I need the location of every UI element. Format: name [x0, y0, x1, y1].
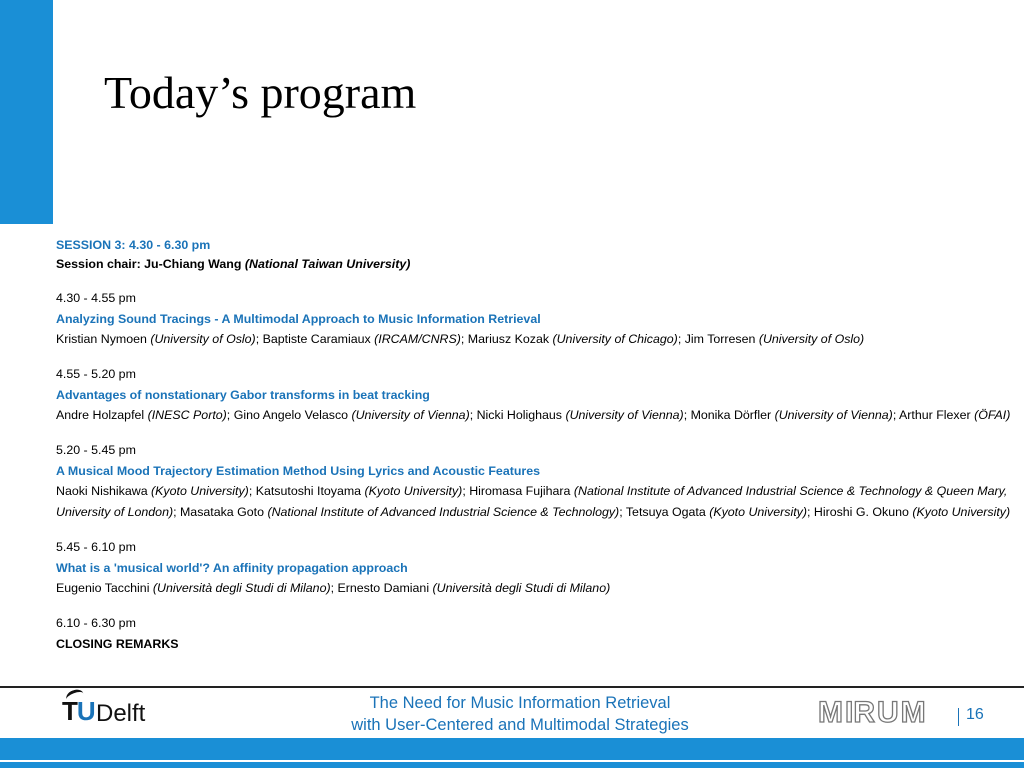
author-affiliation: (Università degli Studi di Milano) — [432, 581, 611, 595]
author-affiliation: (University of Chicago) — [552, 332, 678, 346]
author-name: Ernesto Damiani — [337, 581, 433, 595]
talk-list — [56, 288, 1016, 599]
author-separator: ; — [226, 408, 234, 422]
closing-time: 6.10 - 6.30 pm — [56, 616, 136, 630]
footer-line-1: The Need for Music Information Retrieval — [369, 694, 671, 712]
author-separator: ; — [677, 332, 685, 346]
author-name: Nicki Holighaus — [476, 408, 566, 422]
author-affiliation: (University of Vienna) — [565, 408, 684, 422]
mirum-logo: MIRUM — [818, 696, 928, 729]
author-separator: ; — [806, 505, 814, 519]
author-name: Kristian Nymoen — [56, 332, 151, 346]
footer-divider — [0, 686, 1024, 688]
talk-time: 4.55 - 5.20 pm — [56, 367, 136, 381]
author-affiliation: (University of Vienna) — [351, 408, 470, 422]
author-name: Tetsuya Ogata — [625, 505, 710, 519]
program-listing — [56, 236, 1016, 654]
author-affiliation: (National Institute of Advanced Industrial Science & Technology & Queen Mary, University of London) — [56, 484, 1008, 519]
bottom-accent-bar — [0, 738, 1024, 760]
tudelft-logo-word: Delft — [96, 700, 146, 727]
author-affiliation: (National Institute of Advanced Industrial Science & Technology) — [267, 505, 620, 519]
slide-accent-bar — [0, 0, 53, 224]
author-name: Arthur Flexer — [899, 408, 975, 422]
talk-entry — [56, 537, 1016, 599]
talk-title: Analyzing Sound Tracings - A Multimodal Approach to Music Information Retrieval — [56, 312, 541, 326]
talk-authors — [56, 481, 1016, 523]
author-name: Naoki Nishikawa — [56, 484, 152, 498]
session-chair-affiliation: (National Taiwan University) — [244, 257, 411, 271]
author-affiliation: (University of Oslo) — [150, 332, 256, 346]
author-separator: ; — [248, 484, 256, 498]
author-affiliation: (IRCAM/CNRS) — [374, 332, 461, 346]
talk-entry — [56, 364, 1016, 426]
author-separator: ; — [173, 505, 180, 519]
bottom-accent-strip — [0, 762, 1024, 768]
author-separator: ; — [255, 332, 263, 346]
talk-authors — [56, 405, 1016, 426]
author-name: Monika Dörfler — [690, 408, 775, 422]
author-separator: ; — [469, 408, 477, 422]
talk-authors — [56, 329, 1016, 350]
session-chair — [56, 255, 1016, 274]
author-name: Mariusz Kozak — [467, 332, 553, 346]
author-affiliation: (Università degli Studi di Milano) — [152, 581, 331, 595]
session-chair-label: Session chair: Ju-Chiang Wang — [56, 257, 245, 271]
author-name: Hiromasa Fujihara — [469, 484, 574, 498]
author-affiliation: (Kyoto University) — [709, 505, 807, 519]
author-name: Andre Holzapfel — [56, 408, 148, 422]
talk-title: What is a 'musical world'? An affinity propagation approach — [56, 561, 408, 575]
author-name: Eugenio Tacchini — [56, 581, 153, 595]
author-separator: ; — [330, 581, 338, 595]
talk-time: 5.45 - 6.10 pm — [56, 540, 136, 554]
author-separator: ; — [683, 408, 691, 422]
author-name: Gino Angelo Velasco — [233, 408, 352, 422]
author-name: Hiroshi G. Okuno — [813, 505, 913, 519]
talk-entry — [56, 440, 1016, 523]
talk-title: A Musical Mood Trajectory Estimation Method Using Lyrics and Acoustic Features — [56, 464, 541, 478]
author-name: Baptiste Caramiaux — [262, 332, 375, 346]
author-name: Katsutoshi Itoyama — [255, 484, 365, 498]
author-separator: ; — [462, 484, 470, 498]
talk-title: Advantages of nonstationary Gabor transforms in beat tracking — [56, 388, 430, 402]
author-name: Masataka Goto — [179, 505, 268, 519]
closing-remarks: CLOSING REMARKS — [56, 637, 179, 651]
author-affiliation: (University of Vienna) — [774, 408, 893, 422]
talk-time: 4.30 - 4.55 pm — [56, 291, 136, 305]
author-affiliation: (ÖFAI) — [974, 408, 1011, 422]
author-affiliation: (Kyoto University) — [151, 484, 249, 498]
page-number-separator — [958, 708, 959, 726]
talk-time: 5.20 - 5.45 pm — [56, 443, 136, 457]
slide-title: Today’s program — [104, 67, 417, 118]
author-name: Jim Torresen — [684, 332, 759, 346]
tudelft-logo — [62, 692, 172, 732]
author-separator: ; — [892, 408, 900, 422]
tudelft-logo-mark: TU — [62, 696, 95, 726]
talk-authors — [56, 578, 1016, 599]
author-separator: ; — [460, 332, 468, 346]
footer-title — [290, 692, 750, 736]
closing-block — [56, 613, 1016, 654]
session-title: SESSION 3: 4.30 - 6.30 pm — [56, 238, 211, 252]
author-affiliation: (Kyoto University) — [912, 505, 1011, 519]
author-affiliation: (University of Oslo) — [758, 332, 865, 346]
author-separator: ; — [619, 505, 626, 519]
page-number: 16 — [966, 706, 984, 723]
author-affiliation: (Kyoto University) — [364, 484, 463, 498]
footer-line-2: with User-Centered and Multimodal Strategies — [351, 716, 689, 734]
talk-entry — [56, 288, 1016, 350]
author-affiliation: (INESC Porto) — [147, 408, 227, 422]
